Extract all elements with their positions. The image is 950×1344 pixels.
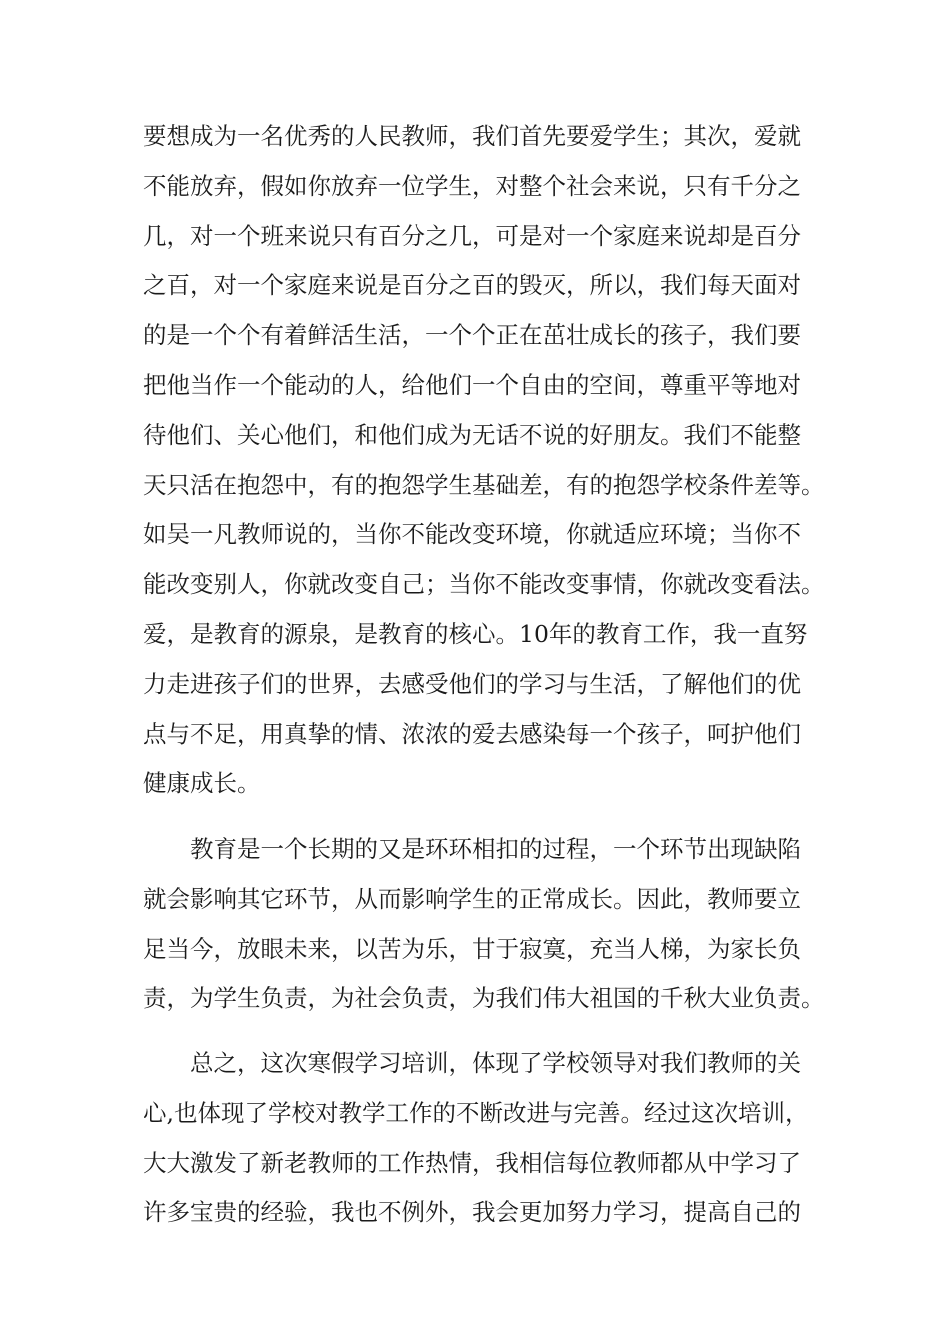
text-line: 心,也体现了学校对教学工作的不断改进与完善。经过这次培训， [143, 1098, 809, 1127]
paragraph-3 [143, 1039, 843, 1238]
text-line: 爱，是教育的源泉，是教育的核心。10年的教育工作，我一直努 [143, 619, 808, 648]
paragraph-1 [143, 112, 843, 809]
text-line: 点与不足，用真挚的情、浓浓的爱去感染每一个孩子，呵护他们 [143, 719, 801, 748]
text-line: 大大激发了新老教师的工作热情，我相信每位教师都从中学习了 [143, 1148, 801, 1177]
text-line: 力走进孩子们的世界，去感受他们的学习与生活，了解他们的优 [143, 669, 801, 698]
text-line: 许多宝贵的经验，我也不例外，我会更加努力学习，提高自己的 [143, 1198, 801, 1227]
text-line: 把他当作一个能动的人，给他们一个自由的空间，尊重平等地对 [143, 370, 801, 399]
text-line: 教育是一个长期的又是环环相扣的过程，一个环节出现缺陷 [190, 835, 801, 863]
text-line: 能改变别人，你就改变自己；当你不能改变事情，你就改变看法。 [143, 570, 825, 599]
text-line: 就会影响其它环节，从而影响学生的正常成长。因此，教师要立 [143, 884, 801, 913]
text-line: 要想成为一名优秀的人民教师，我们首先要爱学生；其次，爱就 [143, 122, 801, 150]
text-line: 不能放弃，假如你放弃一位学生，对整个社会来说，只有千分之 [143, 171, 801, 200]
text-line: 责，为学生负责，为社会负责，为我们伟大祖国的千秋大业负责。 [143, 984, 825, 1013]
text-line: 足当今，放眼未来，以苦为乐，甘于寂寞，充当人梯，为家长负 [143, 934, 801, 963]
text-line: 待他们、关心他们，和他们成为无话不说的好朋友。我们不能整 [143, 420, 801, 449]
text-line: 健康成长。 [143, 769, 261, 798]
text-line: 总之，这次寒假学习培训，体现了学校领导对我们教师的关 [190, 1049, 801, 1077]
text-line: 几，对一个班来说只有百分之几，可是对一个家庭来说却是百分 [143, 221, 801, 250]
text-line: 之百，对一个家庭来说是百分之百的毁灭，所以，我们每天面对 [143, 271, 801, 300]
text-line: 如吴一凡教师说的，当你不能改变环境，你就适应环境；当你不 [143, 520, 801, 549]
paragraph-2 [143, 825, 843, 1024]
text-line: 的是一个个有着鲜活生活，一个个正在茁壮成长的孩子，我们要 [143, 321, 801, 350]
text-line: 天只活在抱怨中，有的抱怨学生基础差，有的抱怨学校条件差等。 [143, 470, 825, 499]
